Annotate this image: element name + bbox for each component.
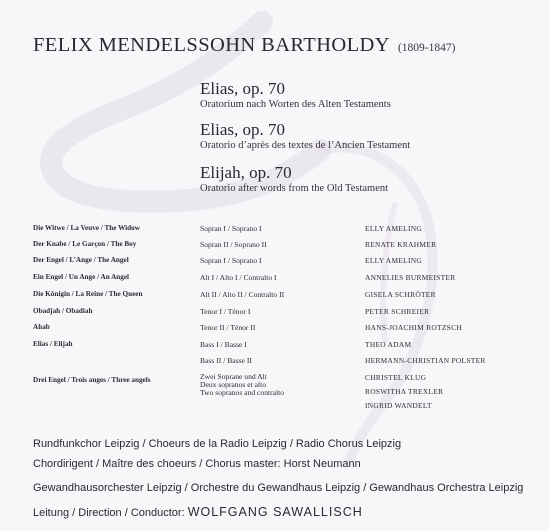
- cast-voice: Sopran I / Soprano I: [200, 224, 262, 233]
- cast-singer: THEO ADAM: [365, 340, 412, 349]
- cast-role: Die Königin / La Reine / The Queen: [33, 290, 143, 298]
- cast-role: Ahab: [33, 323, 50, 331]
- angel-singer: CHRISTEL KLUG: [365, 373, 427, 382]
- cast-voice: Sopran II / Soprano II: [200, 240, 267, 249]
- conductor-credit: [33, 505, 363, 519]
- cast-singer: HANS-JOACHIM ROTZSCH: [365, 323, 462, 332]
- angels-role: Drei Engel / Trois anges / Three angels: [33, 376, 151, 384]
- angel-singer: ROSWITHA TREXLER: [365, 387, 444, 396]
- work-subtitle: Oratorio after words from the Old Testament: [200, 183, 389, 194]
- cast-singer: ANNELIES BURMEISTER: [365, 273, 456, 282]
- angels-voice-line: Zwei Soprane und Alt: [200, 372, 267, 381]
- chorus-master-label: Chordirigent / Maître des choeurs / Chorus master:: [33, 458, 281, 470]
- work-title-german: [200, 80, 391, 111]
- cast-role: Die Witwe / La Veuve / The Widow: [33, 224, 140, 232]
- cast-voice: Sopran I / Soprano I: [200, 256, 262, 265]
- composer-header: [33, 34, 455, 57]
- cast-voice: Alt I / Alto I / Contralto I: [200, 273, 277, 282]
- chorus-master-name: Horst Neumann: [283, 458, 361, 470]
- composer-dates: (1809-1847): [397, 42, 456, 54]
- work-title-french: [200, 121, 410, 152]
- angels-voice: [200, 373, 284, 397]
- conductor-name: WOLFGANG SAWALLISCH: [187, 505, 363, 519]
- cast-singer: PETER SCHREIER: [365, 307, 430, 316]
- cast-singer: HERMANN-CHRISTIAN POLSTER: [365, 356, 486, 365]
- chorus-credit: Rundfunkchor Leipzig / Choeurs de la Radio Leipzig / Radio Chorus Leipzig: [33, 438, 402, 450]
- cast-role: Elias / Elijah: [33, 340, 73, 348]
- cast-singer: GISELA SCHRÖTER: [365, 290, 436, 299]
- cast-role: Obadjah / Obadiah: [33, 307, 93, 315]
- composer-name: FELIX MENDELSSOHN BARTHOLDY: [33, 34, 390, 56]
- work-title-english: [200, 164, 388, 195]
- cast-singer: RENATE KRAHMER: [365, 240, 437, 249]
- angels-voice-line: Two sopranos and contralto: [200, 388, 285, 397]
- cast-voice: Alt II / Alto II / Contralto II: [200, 290, 285, 299]
- angel-singer: INGRID WANDELT: [365, 401, 432, 410]
- chorus-master-credit: [33, 458, 361, 470]
- orchestra-credit: Gewandhausorchester Leipzig / Orchestre du Gewandhaus Leipzig / Gewandhaus Orchestra Leipzig: [33, 482, 524, 494]
- cast-singer: ELLY AMELING: [365, 256, 422, 265]
- angels-voice-line: Deux sopranos et alto: [200, 380, 267, 389]
- work-title: Elias, op. 70: [200, 79, 285, 98]
- cast-role: Der Engel / L’Ange / The Angel: [33, 256, 129, 264]
- cast-voice: Tenor II / Ténor II: [200, 323, 256, 332]
- conductor-label: Leitung / Direction / Conductor:: [33, 507, 185, 519]
- cast-role: Ein Engel / Un Ange / An Angel: [33, 273, 130, 281]
- cast-voice: Tenor I / Ténor I: [200, 307, 251, 316]
- work-title: Elias, op. 70: [200, 120, 285, 139]
- cast-singer: ELLY AMELING: [365, 224, 422, 233]
- cast-role: Der Knabe / Le Garçon / The Boy: [33, 240, 137, 248]
- work-subtitle: Oratorium nach Worten des Alten Testaments: [200, 99, 391, 110]
- work-title: Elijah, op. 70: [200, 163, 292, 182]
- work-subtitle: Oratorio d’après des textes de l’Ancien Testament: [200, 140, 411, 151]
- cast-voice: Bass I / Basse I: [200, 340, 247, 349]
- cast-voice: Bass II / Basse II: [200, 356, 252, 365]
